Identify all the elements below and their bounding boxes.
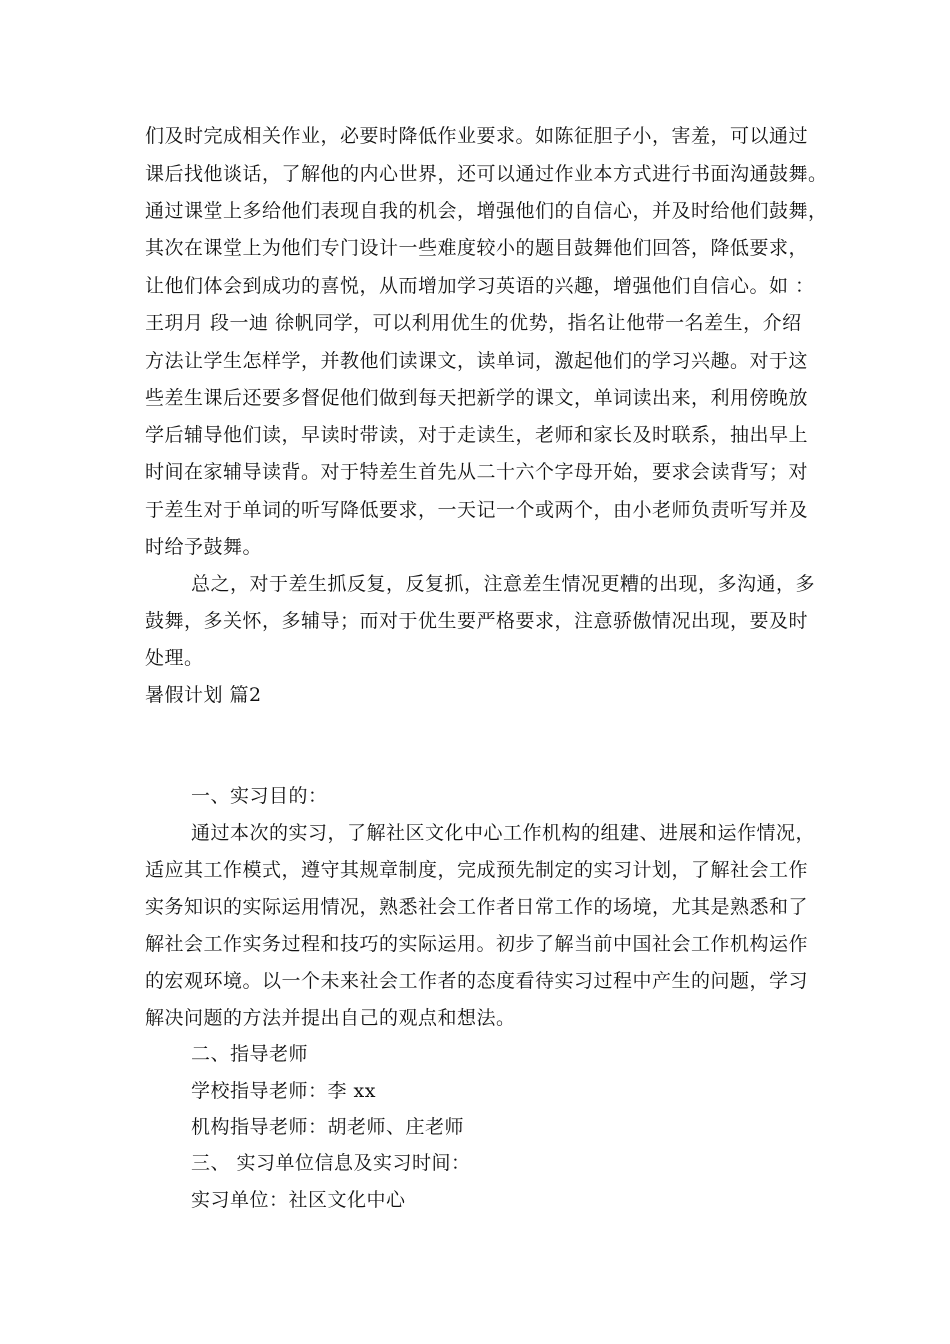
paragraph-line: 时间在家辅导读背。对于特差生首先从二十六个字母开始，要求会读背写；对 — [145, 461, 809, 483]
paragraph-line: 些差生课后还要多督促他们做到每天把新学的课文，单词读出来，利用傍晚放 — [145, 387, 809, 409]
paragraph-line: 课后找他谈话，了解他的内心世界，还可以通过作业本方式进行书面沟通鼓舞。 — [145, 163, 828, 185]
paragraph-line: 于差生对于单词的听写降低要求，一天记一个或两个，由小老师负责听写并及 — [145, 499, 809, 521]
paragraph-line: 其次在课堂上为他们专门设计一些难度较小的题目鼓舞他们回答，降低要求， — [145, 237, 809, 259]
paragraph-line: 的宏观环境。以一个未来社会工作者的态度看待实习过程中产生的问题，学习 — [145, 970, 809, 992]
paragraph-line: 解社会工作实务过程和技巧的实际运用。初步了解当前中国社会工作机构运作 — [145, 933, 809, 955]
unit-title: 三、 实习单位信息及实习时间： — [191, 1152, 471, 1174]
agency-teacher: 机构指导老师：胡老师、庄老师 — [191, 1116, 465, 1138]
paragraph-line: 通过本次的实习，了解社区文化中心工作机构的组建、进展和运作情况， — [191, 822, 816, 844]
paragraph-line: 通过课堂上多给他们表现自我的机会，增强他们的自信心，并及时给他们鼓舞， — [145, 200, 828, 222]
paragraph-line: 方法让学生怎样学，并教他们读课文，读单词，激起他们的学习兴趣。对于这 — [145, 350, 809, 372]
summary-line: 处理。 — [145, 647, 204, 669]
section-heading: 暑假计划 篇2 — [145, 684, 262, 706]
summary-line: 鼓舞，多关怀，多辅导；而对于优生要严格要求，注意骄傲情况出现，要及时 — [145, 610, 809, 632]
teacher-title: 二、指导老师 — [191, 1043, 309, 1065]
paragraph-line: 实务知识的实际运用情况，熟悉社会工作者日常工作的场境，尤其是熟悉和了 — [145, 896, 809, 918]
paragraph-line: 时给予鼓舞。 — [145, 536, 263, 558]
paragraph-line: 适应其工作模式，遵守其规章制度，完成预先制定的实习计划，了解社会工作 — [145, 859, 809, 881]
summary-line: 总之，对于差生抓反复，反复抓，注意差生情况更糟的出现，多沟通，多 — [191, 573, 816, 595]
school-teacher: 学校指导老师：李 xx — [191, 1080, 376, 1102]
paragraph-line: 让他们体会到成功的喜悦，从而增加学习英语的兴趣，增强他们自信心。如 ： — [145, 275, 815, 297]
paragraph-line: 们及时完成相关作业，必要时降低作业要求。如陈征胆子小，害羞，可以通过 — [145, 125, 809, 147]
paragraph-line: 学后辅导他们读，早读时带读，对于走读生，老师和家长及时联系，抽出早上 — [145, 424, 809, 446]
internship-unit: 实习单位：社区文化中心 — [191, 1189, 406, 1211]
paragraph-line: 王玥月 段一迪 徐帆同学，可以利用优生的优势，指名让他带一名差生，介绍 — [145, 312, 802, 334]
purpose-title: 一、实习目的： — [191, 785, 328, 807]
paragraph-line: 解决问题的方法并提出自己的观点和想法。 — [145, 1007, 516, 1029]
